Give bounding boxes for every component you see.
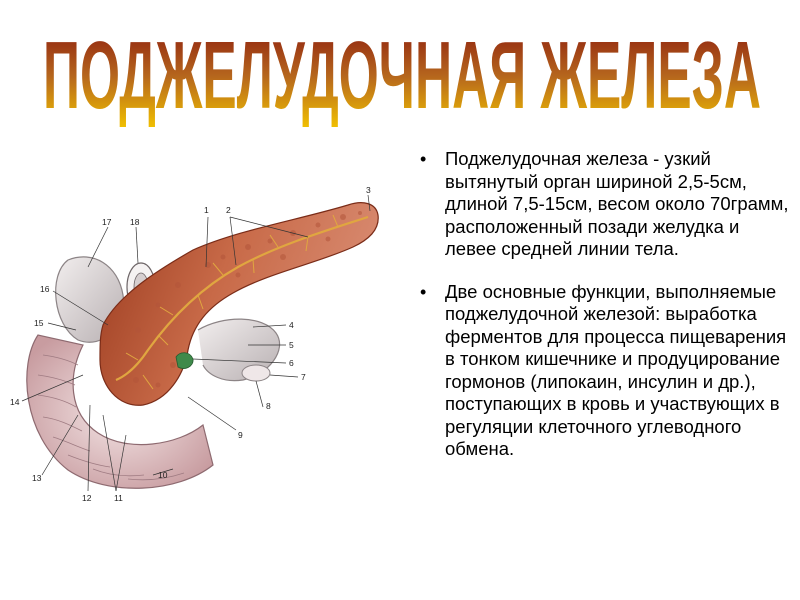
slide-title-text: ПОДЖЕЛУДОЧНАЯ ЖЕЛЕЗА	[43, 22, 761, 129]
label-5: 5	[289, 340, 294, 350]
pancreas-illustration	[8, 175, 408, 510]
bullet-list	[414, 148, 789, 461]
bile-duct	[176, 353, 193, 369]
label-12: 12	[82, 493, 92, 503]
label-15: 15	[34, 318, 44, 328]
label-13: 13	[32, 473, 42, 483]
label-17: 17	[102, 217, 112, 227]
slide-title	[0, 0, 800, 135]
label-18: 18	[130, 217, 140, 227]
label-2: 2	[226, 205, 231, 215]
label-10: 10	[158, 470, 168, 480]
label-11: 11	[114, 493, 123, 503]
label-6: 6	[289, 358, 294, 368]
label-1: 1	[204, 205, 209, 215]
label-8: 8	[266, 401, 271, 411]
vessel-end	[242, 365, 270, 381]
label-4: 4	[289, 320, 294, 330]
bullet-marker: •	[420, 281, 427, 302]
label-16: 16	[40, 284, 50, 294]
bullet-item-functions	[414, 281, 789, 461]
bullet-text: Поджелудочная железа - узкий вытянутый орган шириной 2,5-5см, длиной 7,5-15см, весом около 70грамм, расположенный позади желудка и левее средней линии тела.	[445, 148, 789, 259]
label-9: 9	[238, 430, 243, 440]
label-7: 7	[301, 372, 306, 382]
bullet-marker: •	[420, 149, 427, 169]
bullet-item-description	[414, 148, 789, 261]
label-3: 3	[366, 185, 371, 195]
bullet-text: Две основные функции, выполняемые поджелудочной железой: выработка ферментов для процесса пищеварения в тонком кишечнике и продуцирование гормонов (липокаин, инсулин и др.), поступающих в кровь и участвующих в регуляции клеточного углеводного обмена.	[445, 280, 787, 459]
label-14: 14	[10, 397, 20, 407]
